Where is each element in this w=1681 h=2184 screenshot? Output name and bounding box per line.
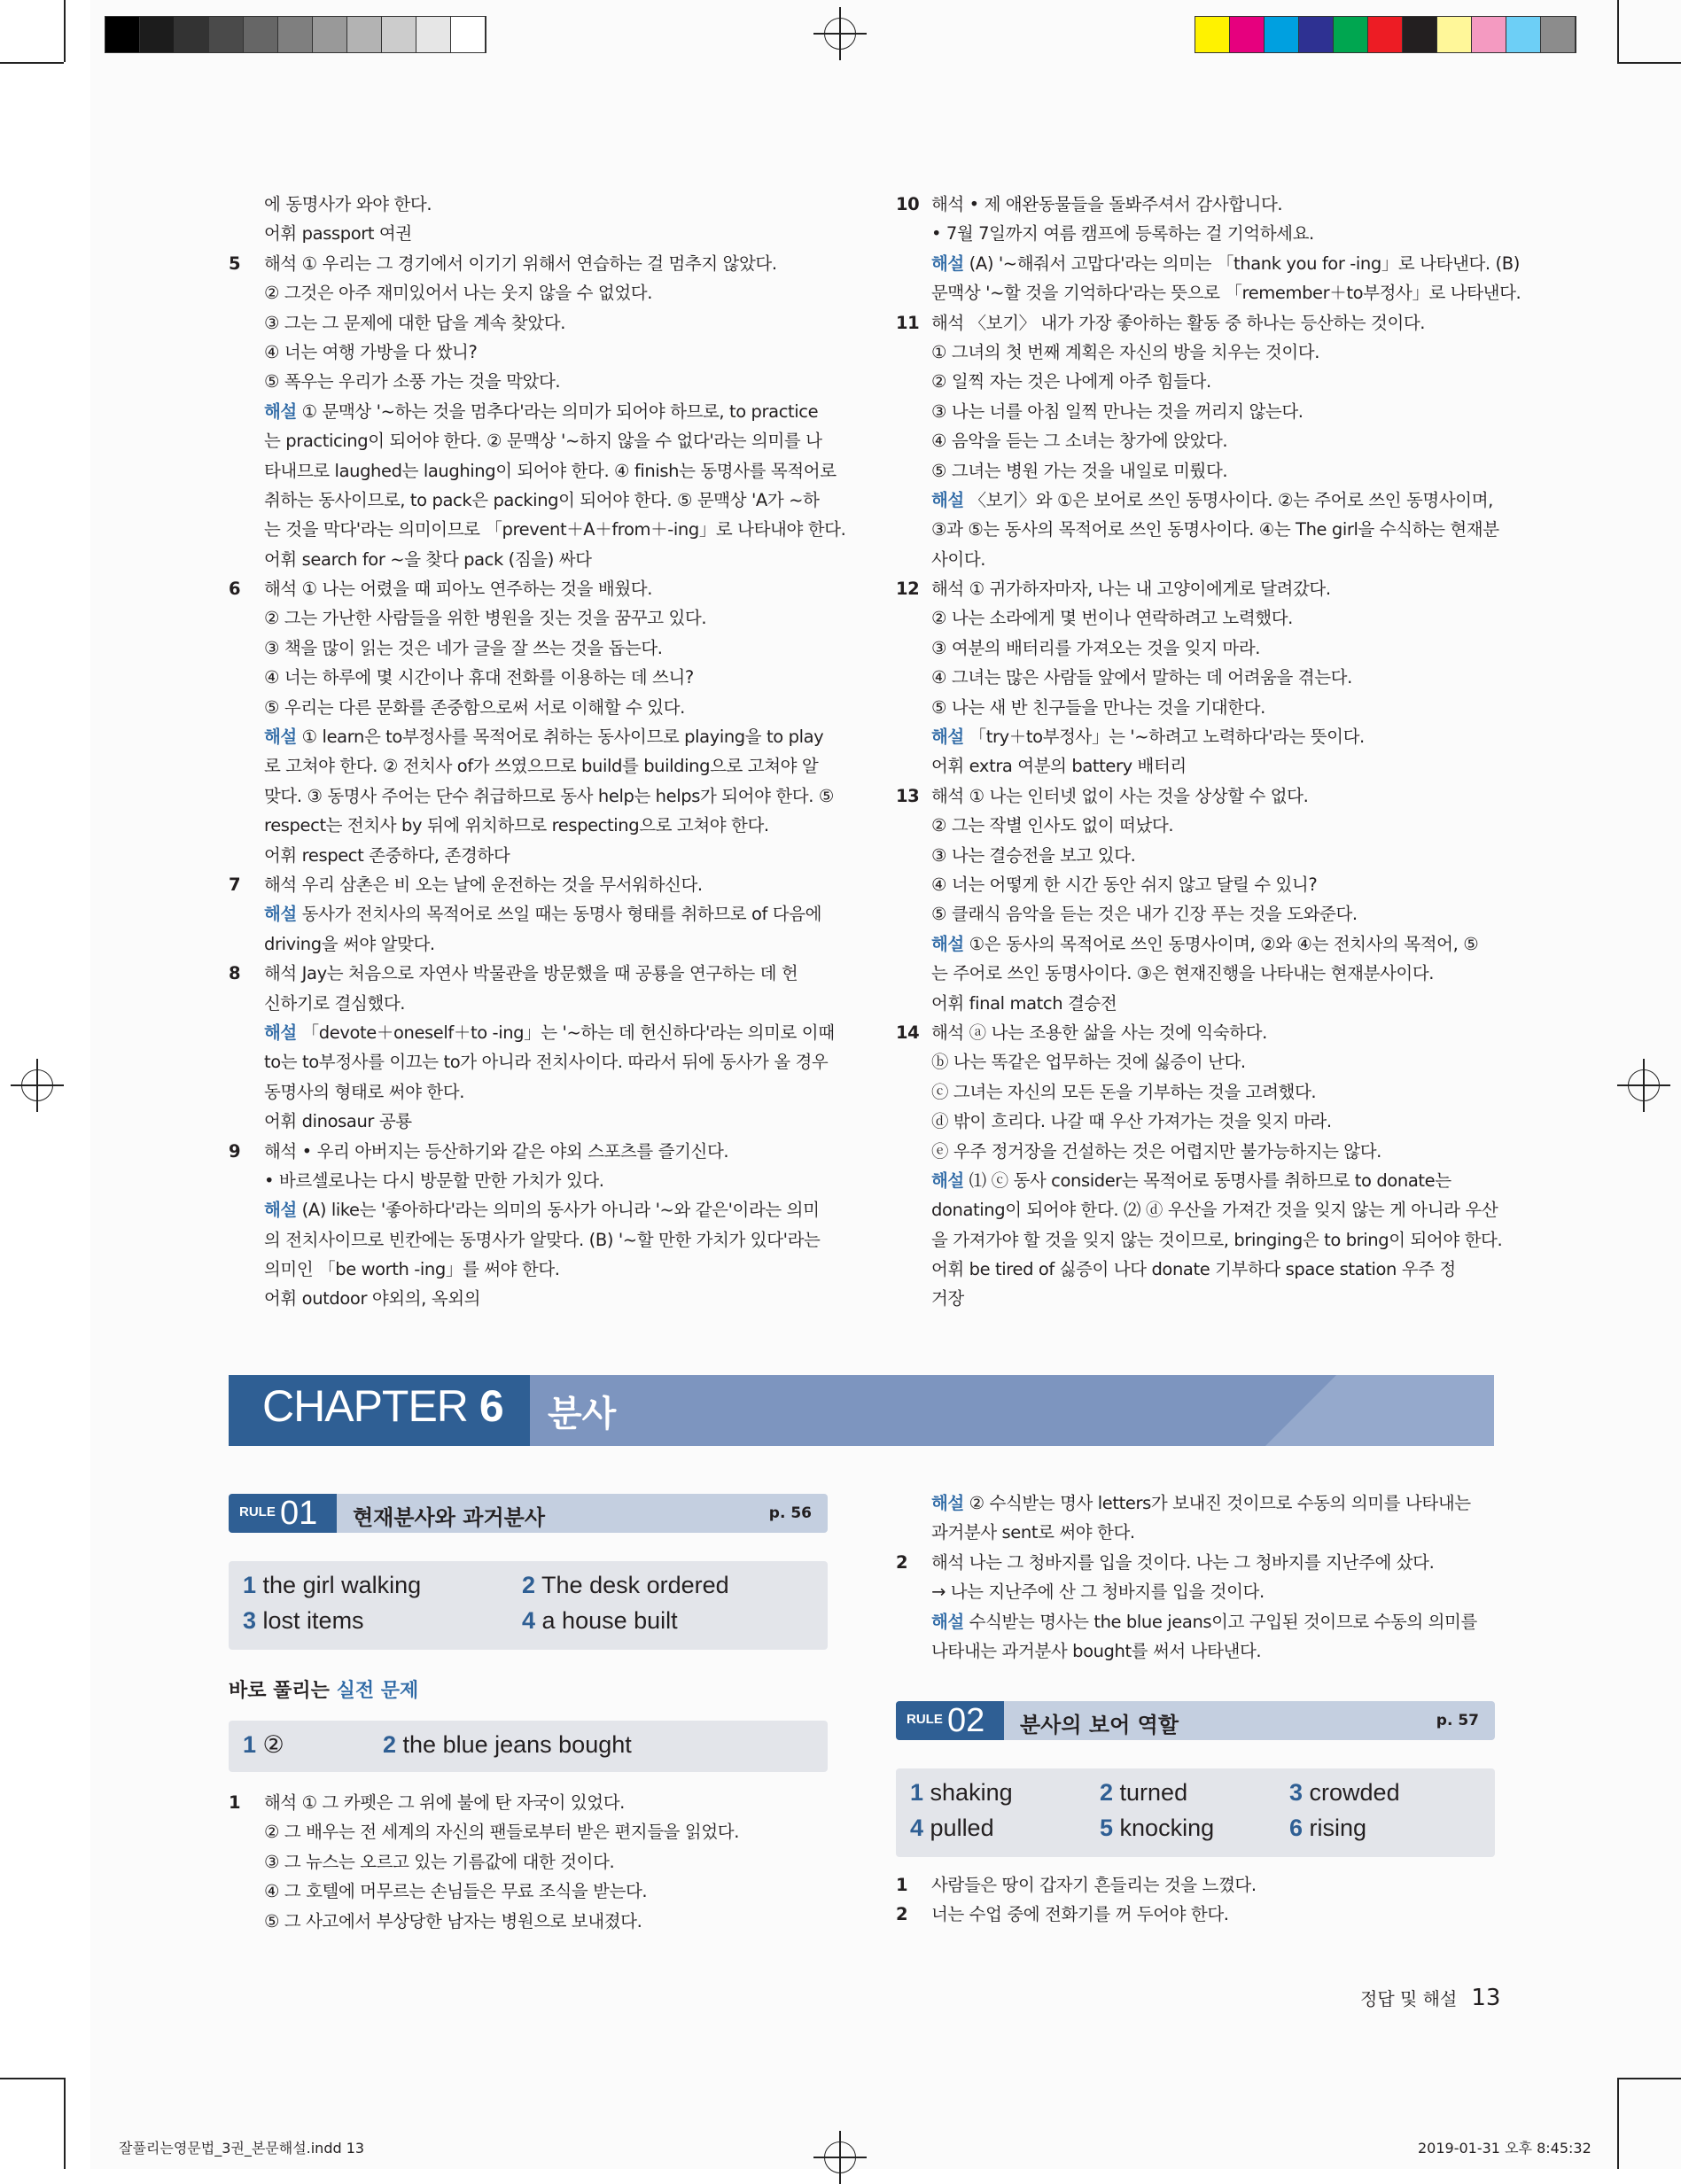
line-text: 해석 • 제 애완동물들을 돌봐주셔서 감사합니다. xyxy=(931,194,1283,214)
left-column-bottom xyxy=(229,1788,828,1936)
text-line xyxy=(931,693,1495,722)
answer-item xyxy=(243,1731,284,1759)
line-text: 어휘 xyxy=(264,223,297,245)
line-text: 어휘 outdoor 야외의, 옥외의 xyxy=(264,1288,481,1310)
line-text: driving을 써야 알맞다. xyxy=(264,933,435,954)
answer-number: 1 xyxy=(910,1779,924,1806)
text-line xyxy=(896,308,1495,338)
answer-item xyxy=(910,1779,1013,1807)
line-text: ② 나는 소라에게 몇 번이나 연락하려고 노력했다. xyxy=(931,608,1293,629)
line-text: respect는 전치사 by 뒤에 위치하므로 respecting으로 고쳐야 한다. xyxy=(264,815,769,836)
line-text: 해석 • 우리 아버지는 등산하기와 같은 야외 스포츠를 즐기신다. xyxy=(264,1140,729,1162)
line-text: ③과 ⑤는 동사의 목적어로 쓰인 동명사이다. ④는 The girl을 수식하는 현재분 xyxy=(931,519,1499,540)
text-line xyxy=(264,989,828,1018)
text-line xyxy=(896,1018,1495,1047)
line-text: ⓔ 우주 정거장을 건설하는 것은 어렵지만 불가능하지는 않다. xyxy=(931,1140,1381,1162)
text-line xyxy=(264,1817,828,1846)
line-text: 「devote＋oneself＋to -ing」는 '~하는 데 헌신하다'라는 의미로 이때 xyxy=(296,1022,835,1043)
registration-mark xyxy=(813,7,867,60)
answer-text: pulled xyxy=(923,1815,994,1841)
line-text: 는 practicing이 되어야 한다. ② 문맥상 '~하지 않을 수 없다'라는 의미를 나 xyxy=(264,431,822,452)
text-line xyxy=(896,781,1495,811)
text-line xyxy=(931,367,1495,396)
item-number: 8 xyxy=(229,963,241,984)
label-explanation: 해설 xyxy=(931,933,964,954)
answer-text: shaking xyxy=(923,1779,1013,1806)
line-text: 해석 ① 그 카펫은 그 위에 불에 탄 자국이 있었다. xyxy=(264,1792,625,1813)
line-text: 해석 나는 그 청바지를 입을 것이다. 나는 그 청바지를 지난주에 샀다. xyxy=(931,1551,1435,1573)
text-line xyxy=(931,515,1499,544)
text-line xyxy=(264,278,828,307)
text-line xyxy=(264,308,828,338)
text-line xyxy=(264,545,828,574)
line-text: passport 여권 xyxy=(296,223,412,245)
line-text: ⑤ 그녀는 병원 가는 것을 내일로 미뤘다. xyxy=(931,460,1228,481)
text-line xyxy=(931,338,1495,367)
line-text: 맞다. ③ 동명사 주어는 단수 취급하므로 동사 help는 helps가 되어야 한다. ⑤ xyxy=(264,785,834,806)
answer-text: lost items xyxy=(256,1607,364,1634)
text-line xyxy=(931,959,1495,988)
registration-mark xyxy=(813,2131,867,2184)
text-line xyxy=(931,1137,1495,1166)
text-line xyxy=(264,190,828,219)
text-line xyxy=(264,426,828,455)
item-number: 11 xyxy=(896,312,920,333)
chapter-title: 분사 xyxy=(548,1394,617,1434)
line-text: ③ 책을 많이 읽는 것은 네가 글을 잘 쓰는 것을 돕는다. xyxy=(264,637,663,658)
right-column-last xyxy=(896,1870,1495,1930)
line-text: 사이다. xyxy=(931,548,986,570)
text-line xyxy=(264,1255,828,1284)
answer-text: rising xyxy=(1303,1815,1367,1841)
line-text: 어휘 search for ~을 찾다 pack (짐을) 싸다 xyxy=(264,548,592,570)
crop-mark xyxy=(1617,62,1681,64)
answer-number: 4 xyxy=(522,1607,536,1634)
answer-item xyxy=(1289,1779,1400,1807)
line-text: ③ 나는 결승전을 보고 있다. xyxy=(931,844,1136,866)
line-text: ④ 너는 하루에 몇 시간이나 휴대 전화를 이용하는 데 쓰니? xyxy=(264,667,694,688)
line-text: 어휘 respect 존중하다, 존경하다 xyxy=(264,844,510,866)
crop-mark xyxy=(1617,2078,1681,2079)
text-line xyxy=(931,249,1520,278)
crop-mark xyxy=(1617,2078,1619,2169)
label-explanation: 해설 xyxy=(931,489,964,510)
rule-01-answer-box xyxy=(229,1561,828,1650)
text-line xyxy=(896,1900,1495,1929)
banner-decoration xyxy=(1336,1375,1494,1446)
text-line xyxy=(264,1284,828,1313)
line-text: 로 고쳐야 한다. ② 전치사 of가 쓰였으므로 build를 building으로 고쳐야 알 xyxy=(264,756,819,777)
text-line xyxy=(896,1548,1495,1577)
line-text: 해석 ⓐ 나는 조용한 삶을 사는 것에 익숙하다. xyxy=(931,1022,1267,1043)
line-text: ①은 동사의 목적어로 쓰인 동명사이며, ②와 ④는 전치사의 목적어, ⑤ xyxy=(963,933,1479,954)
text-line xyxy=(264,1018,835,1047)
text-line xyxy=(264,367,828,396)
answer-item xyxy=(243,1607,364,1635)
text-line xyxy=(931,989,1495,1018)
line-text: ⑴ ⓒ 동사 consider는 목적어로 동명사를 취하므로 to donate는 xyxy=(963,1170,1451,1191)
text-line xyxy=(931,1607,1495,1636)
line-text: ④ 그 호텔에 머무르는 손님들은 무료 조식을 받는다. xyxy=(264,1881,648,1902)
line-text: 에 동명사가 와야 한다. xyxy=(264,194,432,214)
rule-title: 현재분사와 과거분사 xyxy=(353,1505,546,1530)
line-text: ② 수식받는 명사 letters가 보내진 것이므로 수동의 의미를 나타내는 xyxy=(963,1493,1471,1513)
answer-text: turned xyxy=(1113,1779,1188,1806)
text-line xyxy=(229,249,828,278)
text-line xyxy=(896,190,1495,219)
slug-date: 2019-01-31 오후 8:45:32 xyxy=(1418,2140,1592,2157)
label-explanation: 해설 xyxy=(931,253,964,274)
text-line xyxy=(264,1166,828,1195)
text-line xyxy=(931,1636,1495,1666)
text-line xyxy=(264,1195,828,1224)
answer-number: 3 xyxy=(1289,1779,1304,1806)
rule-02-answer-box xyxy=(896,1768,1495,1857)
text-line xyxy=(931,426,1495,455)
rule-tag: RULE 02 xyxy=(896,1701,1004,1740)
answer-item xyxy=(1289,1815,1366,1842)
line-text: 는 것을 막다'라는 의미이므로 「prevent＋A＋from＋-ing」로 나타내야 한다. xyxy=(264,519,846,540)
crop-mark xyxy=(64,0,66,62)
line-text: ⓒ 그녀는 자신의 모든 돈을 기부하는 것을 고려했다. xyxy=(931,1081,1317,1102)
text-line xyxy=(931,1107,1495,1136)
item-number: 14 xyxy=(896,1022,920,1043)
line-text: ③ 나는 너를 아침 일찍 만나는 것을 꺼리지 않는다. xyxy=(931,400,1304,422)
page-number: 13 xyxy=(1471,1985,1501,2011)
text-line xyxy=(264,722,828,751)
line-text: 의미인 「be worth -ing」를 써야 한다. xyxy=(264,1259,560,1280)
text-line xyxy=(931,841,1495,870)
label-explanation: 해설 xyxy=(264,400,297,422)
line-text: 해석 ① 귀가하자마자, 나는 내 고양이에게로 달려갔다. xyxy=(931,579,1331,600)
registration-mark xyxy=(11,1059,64,1112)
rule-01-header xyxy=(229,1494,828,1533)
label-explanation: 해설 xyxy=(264,727,297,748)
line-text: 해석 ① 나는 어렸을 때 피아노 연주하는 것을 배웠다. xyxy=(264,579,653,600)
text-line xyxy=(264,751,828,781)
line-text: ⑤ 나는 새 반 친구들을 만나는 것을 기대한다. xyxy=(931,696,1265,718)
item-number: 2 xyxy=(896,1551,908,1573)
answer-item xyxy=(383,1731,632,1759)
text-line xyxy=(931,1284,1495,1313)
line-text: • 바르셀로나는 다시 방문할 만한 가치가 있다. xyxy=(264,1170,604,1191)
line-text: 는 주어로 쓰인 동명사이다. ③은 현재진행을 나타내는 현재분사이다. xyxy=(931,963,1435,984)
text-line xyxy=(264,456,837,486)
item-number: 1 xyxy=(229,1792,241,1813)
answer-text: the blue jeans bought xyxy=(396,1731,632,1758)
answer-item xyxy=(910,1815,994,1842)
text-line xyxy=(229,1788,828,1817)
rule-page-ref: p. 56 xyxy=(768,1504,812,1522)
text-line xyxy=(896,574,1495,603)
item-number: 13 xyxy=(896,785,920,806)
answer-item xyxy=(1100,1779,1187,1807)
text-line xyxy=(264,781,834,811)
text-line xyxy=(931,870,1495,899)
line-text: 나타내는 과거분사 bought를 써서 나타낸다. xyxy=(931,1640,1262,1661)
text-line xyxy=(931,811,1495,840)
line-text: ① 문맥상 '~하는 것을 멈추다'라는 의미가 되어야 하므로, to practice xyxy=(296,400,819,422)
text-line xyxy=(229,574,828,603)
line-text: ② 그것은 아주 재미있어서 나는 웃지 않을 수 없었다. xyxy=(264,283,653,304)
item-number: 9 xyxy=(229,1140,241,1162)
text-line xyxy=(931,1225,1503,1255)
line-text: 수식받는 명사는 the blue jeans이고 구입된 것이므로 수동의 의미를 xyxy=(963,1611,1477,1632)
text-line xyxy=(264,1047,828,1076)
answer-number: 2 xyxy=(522,1572,536,1598)
text-line xyxy=(264,338,828,367)
item-number: 1 xyxy=(896,1875,908,1895)
line-text: ② 그 배우는 전 세계의 자신의 팬들로부터 받은 편지들을 읽었다. xyxy=(264,1822,739,1843)
line-text: 해석 ① 우리는 그 경기에서 이기기 위해서 연습하는 걸 멈추지 않았다. xyxy=(264,253,777,274)
item-number: 7 xyxy=(229,874,241,895)
text-line xyxy=(896,1870,1495,1900)
answer-number: 1 xyxy=(243,1572,257,1598)
chapter-label: CHAPTER 6 xyxy=(262,1381,503,1431)
text-line xyxy=(931,219,1495,248)
right-column-bottom xyxy=(896,1488,1495,1666)
text-line xyxy=(931,751,1495,781)
text-line xyxy=(264,899,828,929)
text-line xyxy=(229,1137,828,1166)
line-text: ① 그녀의 첫 번째 계획은 자신의 방을 치우는 것이다. xyxy=(931,341,1320,362)
label-explanation: 해설 xyxy=(264,904,297,925)
line-text: 어휘 final match 결승전 xyxy=(931,992,1117,1014)
text-line xyxy=(931,1488,1495,1518)
footer-section: 정답 및 해설 xyxy=(1360,1988,1458,2009)
answer-number: 5 xyxy=(1100,1815,1114,1841)
text-line xyxy=(264,633,828,663)
line-text: 너는 수업 중에 전화기를 꺼 두어야 한다. xyxy=(931,1904,1229,1925)
line-text: 동사가 전치사의 목적어로 쓰일 때는 동명사 형태를 취하므로 of 다음에 xyxy=(296,904,822,925)
line-text: 어휘 extra 여분의 battery 배터리 xyxy=(931,756,1187,777)
answer-number: 2 xyxy=(1100,1779,1114,1806)
text-line xyxy=(264,1877,828,1906)
right-column-top xyxy=(896,190,1521,1314)
practice-heading: 바로 풀리는 실전 문제 xyxy=(229,1680,419,1702)
text-line xyxy=(264,219,828,248)
text-line xyxy=(264,841,828,870)
line-text: 해석 Jay는 처음으로 자연사 박물관을 방문했을 때 공룡을 연구하는 데 헌 xyxy=(264,963,798,984)
line-text: (A) '~해줘서 고맙다'라는 의미는 「thank you for -ing」로 나타낸다. (B) xyxy=(963,253,1520,274)
answer-text: The desk ordered xyxy=(535,1572,729,1598)
banner-decoration xyxy=(1265,1375,1336,1446)
label-explanation: 해설 xyxy=(931,1611,964,1632)
line-text: ② 그는 가난한 사람들을 위한 병원을 짓는 것을 꿈꾸고 있다. xyxy=(264,608,707,629)
answer-item xyxy=(243,1572,421,1599)
line-text: 해석 〈보기〉 내가 가장 좋아하는 활동 중 하나는 등산하는 것이다. xyxy=(931,312,1426,333)
text-line xyxy=(931,1166,1495,1195)
text-line xyxy=(264,663,828,692)
line-text: 「try＋to부정사」는 '~하려고 노력하다'라는 뜻이다. xyxy=(963,727,1365,748)
grayscale-swatch-bar xyxy=(105,16,486,53)
answer-text: crowded xyxy=(1303,1779,1400,1806)
line-text: donating이 되어야 한다. ⑵ ⓓ 우산을 가져간 것을 잊지 않는 게 아니라 우산 xyxy=(931,1200,1498,1221)
line-text: to는 to부정사를 이끄는 to가 아니라 전치사이다. 따라서 뒤에 동사가 올 경우 xyxy=(264,1052,829,1073)
line-text: ① learn은 to부정사를 목적어로 취하는 동사이므로 playing을 to play xyxy=(296,727,824,748)
line-text: 의 전치사이므로 빈칸에는 동명사가 알맞다. (B) '~할 만한 가치가 있다'라는 xyxy=(264,1229,821,1250)
answer-item xyxy=(522,1572,729,1599)
crop-mark xyxy=(1617,0,1619,62)
rule-tag: RULE 01 xyxy=(229,1494,337,1533)
line-text: 사람들은 땅이 갑자기 흔들리는 것을 느꼈다. xyxy=(931,1875,1257,1895)
line-text: 동명사의 형태로 써야 한다. xyxy=(264,1081,465,1102)
line-text: ③ 그 뉴스는 오르고 있는 기름값에 대한 것이다. xyxy=(264,1851,615,1872)
text-line xyxy=(931,1255,1495,1284)
line-text: ⑤ 우리는 다른 문화를 존중함으로써 서로 이해할 수 있다. xyxy=(264,696,685,718)
line-text: ⑤ 그 사고에서 부상당한 남자는 병원으로 보내졌다. xyxy=(264,1910,642,1931)
line-text: → 나는 지난주에 산 그 청바지를 입을 것이다. xyxy=(931,1582,1265,1603)
text-line xyxy=(264,1077,828,1107)
line-text: 과거분사 sent로 써야 한다. xyxy=(931,1522,1135,1543)
text-line xyxy=(931,663,1495,692)
text-line xyxy=(931,545,1495,574)
label-explanation: 해설 xyxy=(264,1200,297,1221)
text-line xyxy=(931,603,1495,633)
rule-title: 분사의 보어 역할 xyxy=(1020,1713,1179,1737)
answer-text: knocking xyxy=(1113,1815,1215,1841)
line-text: 타내므로 laughed는 laughing이 되어야 한다. ④ finish는 동명사를 목적어로 xyxy=(264,460,837,481)
line-text: ⓑ 나는 똑같은 업무하는 것에 싫증이 난다. xyxy=(931,1052,1246,1073)
text-line xyxy=(931,456,1495,486)
rule-02-header xyxy=(896,1701,1495,1740)
text-line xyxy=(931,929,1495,959)
text-line xyxy=(229,959,828,988)
text-line xyxy=(264,1107,828,1136)
text-line xyxy=(931,1577,1495,1606)
registration-mark xyxy=(1617,1059,1670,1112)
text-line xyxy=(931,278,1521,307)
text-line xyxy=(264,1225,828,1255)
text-line xyxy=(931,1047,1495,1076)
line-text: 을 가져가야 할 것을 잊지 않는 것이므로, bringing은 to bring이 되어야 한다. xyxy=(931,1229,1503,1250)
color-swatch-bar xyxy=(1195,16,1576,53)
practice-answer-box xyxy=(229,1721,828,1772)
answer-number: 4 xyxy=(910,1815,924,1841)
answer-text: a house built xyxy=(535,1607,678,1634)
line-text: 〈보기〉와 ①은 보어로 쓰인 동명사이다. ②는 주어로 쓰인 동명사이며, xyxy=(963,489,1493,510)
text-line xyxy=(264,1847,828,1877)
answer-number: 2 xyxy=(383,1731,397,1758)
text-line xyxy=(264,811,828,840)
text-line xyxy=(931,1077,1495,1107)
text-line xyxy=(931,486,1495,515)
line-text: 거장 xyxy=(931,1288,964,1310)
line-text: ④ 너는 어떻게 한 시간 동안 쉬지 않고 달릴 수 있니? xyxy=(931,874,1318,895)
line-text: • 7월 7일까지 여름 캠프에 등록하는 걸 기억하세요. xyxy=(931,223,1314,245)
line-text: 신하기로 결심했다. xyxy=(264,992,406,1014)
text-line xyxy=(264,397,828,426)
item-number: 6 xyxy=(229,579,241,600)
crop-mark xyxy=(0,62,64,64)
label-explanation: 해설 xyxy=(931,727,964,748)
line-text: ⑤ 클래식 음악을 듣는 것은 내가 긴장 푸는 것을 도와준다. xyxy=(931,904,1358,925)
item-number: 10 xyxy=(896,194,920,214)
text-line xyxy=(264,603,828,633)
line-text: ③ 그는 그 문제에 대한 답을 계속 찾았다. xyxy=(264,312,566,333)
item-number: 5 xyxy=(229,253,241,274)
line-text: ② 그는 작별 인사도 없이 떠났다. xyxy=(931,815,1174,836)
answer-item xyxy=(522,1607,678,1635)
answer-number: 3 xyxy=(243,1607,257,1634)
line-text: 해석 우리 삼촌은 비 오는 날에 운전하는 것을 무서워하신다. xyxy=(264,874,703,895)
text-line xyxy=(264,929,828,959)
text-line xyxy=(931,899,1495,929)
answer-text: ② xyxy=(256,1731,284,1758)
line-text: 어휘 dinosaur 공룡 xyxy=(264,1111,412,1132)
crop-mark xyxy=(0,2078,64,2079)
text-line xyxy=(229,870,828,899)
answer-number: 6 xyxy=(1289,1815,1304,1841)
line-text: 해석 ① 나는 인터넷 없이 사는 것을 상상할 수 없다. xyxy=(931,785,1309,806)
page-footer xyxy=(1360,1985,1500,2011)
answer-item xyxy=(1100,1815,1214,1842)
text-line xyxy=(931,633,1495,663)
text-line xyxy=(264,515,846,544)
rule-page-ref: p. 57 xyxy=(1436,1712,1479,1729)
line-text: (A) like는 '좋아하다'라는 의미의 동사가 아니라 '~와 같은'이라는 의미 xyxy=(296,1200,820,1221)
text-line xyxy=(931,397,1495,426)
line-text: ④ 음악을 듣는 그 소녀는 창가에 앉았다. xyxy=(931,431,1228,452)
text-line xyxy=(931,1518,1495,1547)
line-text: ② 일찍 자는 것은 나에게 아주 힘들다. xyxy=(931,371,1211,392)
answer-number: 1 xyxy=(243,1731,257,1758)
line-text: 취하는 동사이므로, to pack은 packing이 되어야 한다. ⑤ 문맥상 'A가 ~하 xyxy=(264,489,820,510)
line-text: ⓓ 밖이 흐리다. 나갈 때 우산 가져가는 것을 잊지 마라. xyxy=(931,1111,1332,1132)
line-text: 어휘 be tired of 싫증이 나다 donate 기부하다 space station 우주 정 xyxy=(931,1259,1456,1280)
item-number: 2 xyxy=(896,1904,908,1925)
text-line xyxy=(931,1195,1498,1224)
text-line xyxy=(264,486,828,515)
answer-text: the girl walking xyxy=(256,1572,422,1598)
left-column-top xyxy=(229,190,846,1314)
line-text: ④ 너는 여행 가방을 다 쌌니? xyxy=(264,341,478,362)
line-text: ③ 여분의 배터리를 가져오는 것을 잊지 마라. xyxy=(931,637,1261,658)
label-explanation: 해설 xyxy=(264,1022,297,1043)
item-number: 12 xyxy=(896,579,920,600)
line-text: 문맥상 '~할 것을 기억하다'라는 뜻으로 「remember＋to부정사」로 나타낸다. xyxy=(931,283,1521,304)
text-line xyxy=(931,722,1495,751)
label-explanation: 해설 xyxy=(931,1493,964,1513)
text-line xyxy=(264,693,828,722)
line-text: ⑤ 폭우는 우리가 소풍 가는 것을 막았다. xyxy=(264,371,561,392)
chapter-banner xyxy=(229,1375,1494,1446)
slug-filename: 잘풀리는영문법_3권_본문해설.indd 13 xyxy=(119,2140,365,2157)
crop-mark xyxy=(64,2078,66,2169)
text-line xyxy=(264,1907,828,1936)
label-explanation: 해설 xyxy=(931,1170,964,1191)
line-text: ④ 그녀는 많은 사람들 앞에서 말하는 데 어려움을 겪는다. xyxy=(931,667,1352,688)
